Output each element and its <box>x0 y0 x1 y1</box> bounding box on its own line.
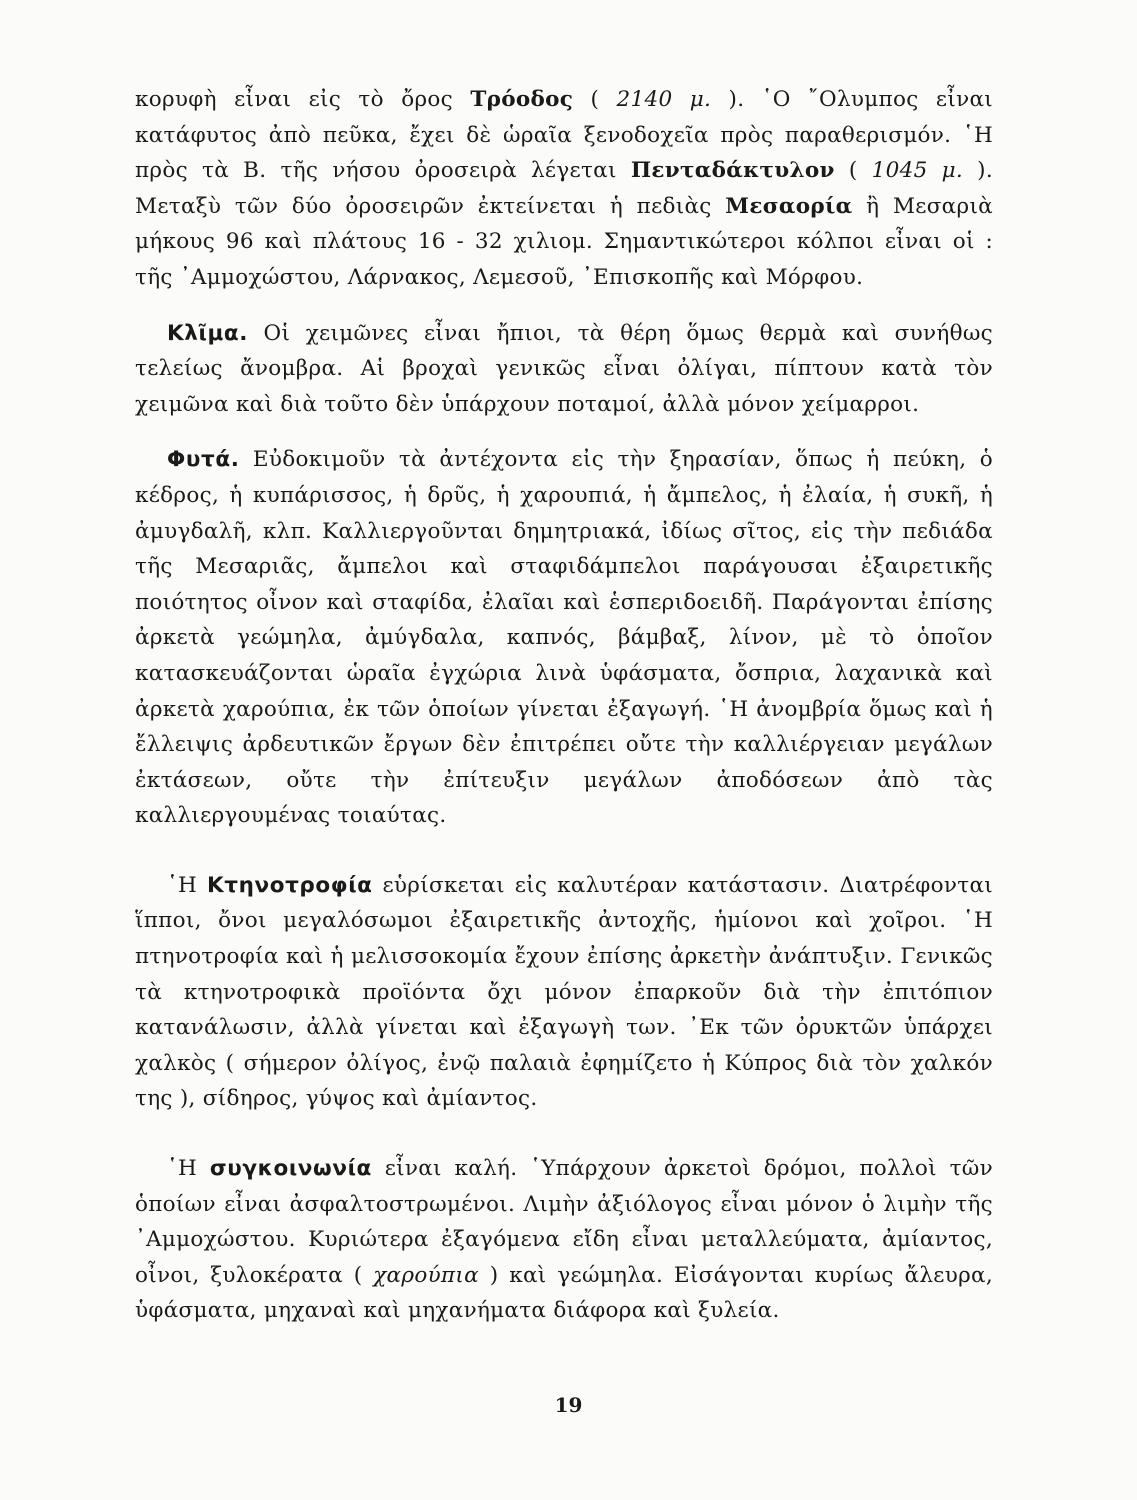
text-run: ἢ Μεσαριὰ μήκους 96 καὶ πλάτους 16 - 32 χιλιομ. Σημαντικώτεροι κόλποι εἶναι οἱ : τῆς ᾿Αμμοχώστου, Λάρνακος, Λεμεσοῦ, ᾿Επισκοπῆς καὶ Μόρφου. <box>135 193 993 290</box>
elevation-troodos: 2140 μ. <box>616 87 712 112</box>
page-number: 19 <box>554 1393 583 1417</box>
text-run: ῾Η <box>167 1156 210 1182</box>
text-run: ( <box>834 158 872 184</box>
term-carob: χαρούπια <box>373 1262 479 1288</box>
section-heading-transport: συγκοινωνία <box>209 1156 372 1182</box>
text-run: Εὐδοκιμοῦν τὰ ἀντέχοντα εἰς τὴν ξηρασίαν, ὅπως ἡ πεύκη, ὁ κέδρος, ἡ κυπάρισσος, ἡ δρῦς, ἡ χαρουπιά, ἡ ἄμπελος, ἡ ἐλαία, ἡ συκῆ, ἡ ἀμυγδαλῆ, κλπ. Καλλιεργοῦνται δημητριακά, ἰδίως σῖτος, εἰς τὴν πεδιάδα τῆς Μεσαριᾶς, ἄμπελοι καὶ σταφιδάμπελοι παράγουσαι ἐξαιρετικῆς ποιότητος οἶνον καὶ σταφίδα, ἐλαῖαι καὶ ἑσπεριδοειδῆ. Παράγονται ἐπίσης ἀρκετὰ γεώμηλα, ἀμύγδαλα, καπνός, βάμβαξ, λίνον, μὲ τὸ ὁποῖον κατασκευάζονται ὡραῖα ἐγχώρια λινὰ ὑφάσματα, ὄσπρια, λαχανικὰ καὶ ἀρκετὰ χαρούπια, ἐκ τῶν ὁποίων γίνεται ἐξαγωγή. ῾Η ἀνομβρία ὅμως καὶ ἡ ἔλλειψις ἀρδευτικῶν ἔργων δὲν ἐπιτρέπει οὔτε τὴν καλλιέργειαν μεγάλων ἐκτάσεων, οὔτε τὴν ἐπίτευξιν μεγάλων ἀποδόσεων ἀπὸ τὰς καλλιεργουμένας τοιαύτας. <box>135 447 993 829</box>
paragraph-livestock <box>135 868 993 1117</box>
text-run: ῾Η <box>167 872 207 898</box>
text-run: Οἱ χειμῶνες εἶναι ἤπιοι, τὰ θέρη ὅμως θερμὰ καὶ συνήθως τελείως ἄνομβρα. Αἱ βροχαὶ γενικῶς εἶναι ὀλίγαι, πίπτουν κατὰ τὸν χειμῶνα καὶ διὰ τοῦτο δὲν ὑπάρχουν ποταμοί, ἀλλὰ μόνον χείμαρροι. <box>135 320 993 417</box>
section-heading-climate: Κλῖμα. <box>167 320 249 346</box>
paragraph-transport <box>135 1151 993 1329</box>
body-text <box>135 82 993 1329</box>
text-run: ) καὶ γεώμηλα. Εἰσάγονται κυρίως ἄλευρα, ὑφάσματα, μηχαναὶ καὶ μηχανήματα διάφορα καὶ ξυλεία. <box>135 1262 993 1324</box>
term-troodos: Τρόοδος <box>470 87 574 112</box>
text-run: εὑρίσκεται εἰς καλυτέραν κατάστασιν. Διατρέφονται ἵπποι, ὄνοι μεγαλόσωμοι ἐξαιρετικῆς ἀντοχῆς, ἡμίονοι καὶ χοῖροι. ῾Η πτηνοτροφία καὶ ἡ μελισσοκομία ἔχουν ἐπίσης ἀρκετὴν ἀνάπτυξιν. Γενικῶς τὰ κτηνοτροφικὰ προϊόντα ὄχι μόνον ἐπαρκοῦν διὰ τὴν ἐπιτόπιον κατανάλωσιν, ἀλλὰ γίνεται καὶ ἐξαγωγὴ των. ᾿Εκ τῶν ὀρυκτῶν ὑπάρχει χαλκὸς ( σήμερον ὀλίγος, ἐνῷ παλαιὰ ἐφημίζετο ἡ Κύπρος διὰ τὸν χαλκόν της ), σίδηρος, γύψος καὶ ἀμίαντος. <box>135 872 993 1112</box>
paragraph-plants <box>135 442 993 834</box>
elevation-pentadaktylos: 1045 μ. <box>871 158 964 184</box>
section-heading-plants: Φυτά. <box>167 447 240 473</box>
text-run: ( <box>573 87 617 112</box>
section-heading-livestock: Κτηνοτροφία <box>207 872 373 898</box>
paragraph-geography <box>135 82 993 296</box>
text-run: εἶναι καλή. ῾Υπάρχουν ἀρκετοὶ δρόμοι, πολλοὶ τῶν ὁποίων εἶναι ἀσφαλτοστρωμένοι. Λιμὴν ἀξιόλογος εἶναι μόνον ὁ λιμὴν τῆς ᾿Αμμοχώστου. Κυριώτερα ἐξαγόμενα εἴδη εἶναι μεταλλεύματα, ἀμίαντος, οἶνοι, ξυλοκέρατα ( <box>135 1156 994 1288</box>
paragraph-climate <box>135 316 993 423</box>
term-pentadaktylos: Πενταδάκτυλον <box>630 158 835 184</box>
text-run: ). Μεταξὺ τῶν δύο ὀροσειρῶν ἐκτείνεται ἡ πεδιὰς <box>135 158 994 219</box>
text-run: ). ῾Ο ῎Ολυμπος εἶναι κατάφυτος ἀπὸ πεῦκα, ἔχει δὲ ὡραῖα ξενοδοχεῖα πρὸς παραθερισμόν. ῾Η πρὸς τὰ Β. τῆς νήσου ὀροσειρὰ λέγεται <box>135 87 993 184</box>
term-mesaoria: Μεσαορία <box>725 193 853 219</box>
text-run: κορυφὴ εἶναι εἰς τὸ ὄρος <box>135 87 471 112</box>
